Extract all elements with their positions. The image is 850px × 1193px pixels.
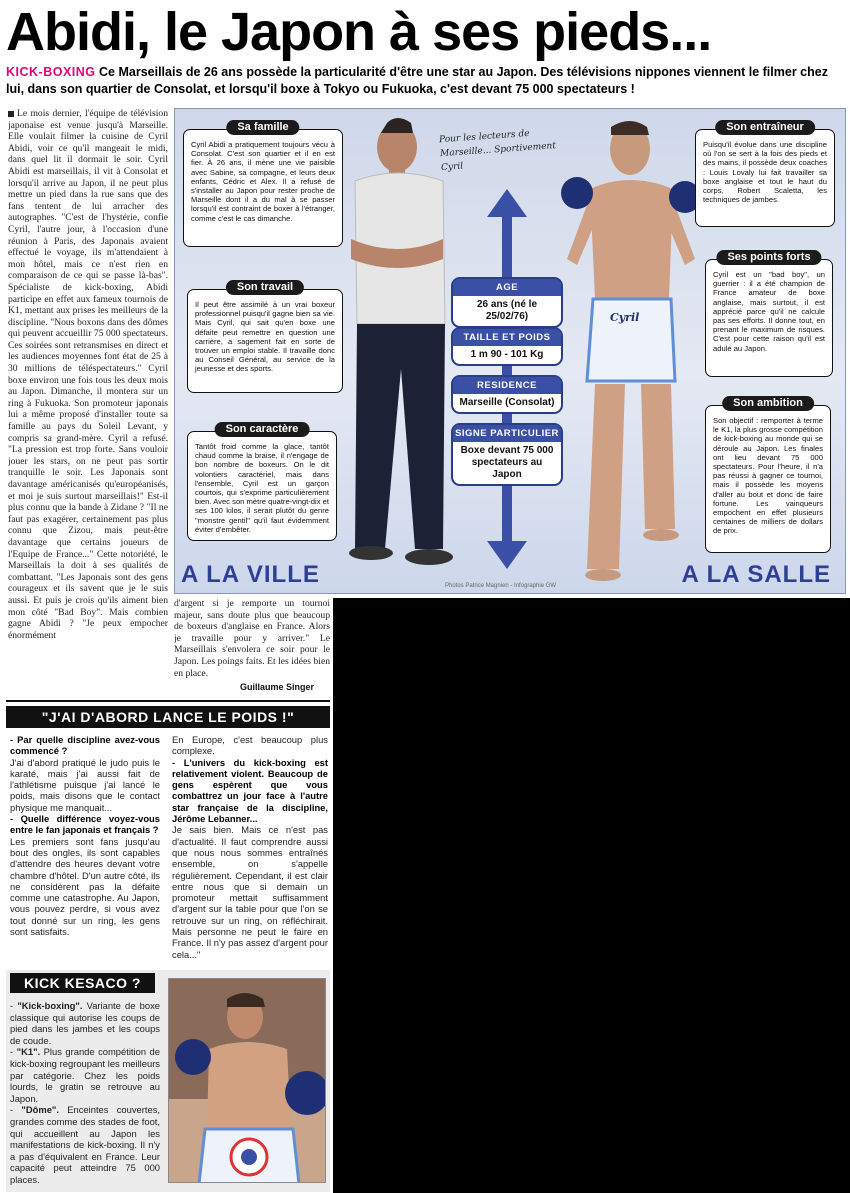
infographic bbox=[174, 108, 846, 594]
card-famille-title: Sa famille bbox=[226, 120, 299, 135]
interview-column-1 bbox=[10, 734, 160, 962]
card-travail bbox=[187, 281, 343, 393]
kesaco-term: "Dôme". bbox=[21, 1104, 59, 1116]
photo-credit: Photos Patrice Magnien - Infographie GW bbox=[445, 583, 557, 589]
kesaco-term: "K1". bbox=[16, 1046, 41, 1058]
card-famille bbox=[183, 121, 343, 247]
stat-taille-value: 1 m 90 - 101 Kg bbox=[470, 349, 544, 360]
stat-age-label: AGE bbox=[453, 279, 561, 296]
card-points-forts bbox=[705, 251, 833, 377]
stat-residence-value: Marseille (Consolat) bbox=[459, 397, 555, 408]
kesaco-def: Plus grande compétition de kick-boxing regroupant les meilleurs par catégorie. Chez les poids lourds, le gratin se retrouve au Japon. bbox=[10, 1046, 160, 1104]
lead-square-icon bbox=[8, 111, 14, 117]
shorts-name-text: Cyril bbox=[610, 311, 640, 324]
stat-taille-label: TAILLE ET POIDS bbox=[453, 329, 561, 346]
kesaco-list: - "Kick-boxing". Variante de boxe classique qui autorise les coups de pied dans les jambes et les coups de coude. - "K1". Plus grande compétition de kick-boxing regroupant les meilleurs par catégorie. Chez les poids lourds, le gratin se retrouve au Japon. - "Dôme". Enceintes couvertes, grandes comme des stades de foot, qui accueillent au Japon les manifestations de kick-boxing. Il n'y a pas d'équivalent en France. Leur capacité peut atteindre 75 000 places. bbox=[10, 1000, 160, 1185]
stat-taille bbox=[451, 327, 563, 366]
section-divider bbox=[6, 700, 330, 702]
interview-column-2 bbox=[172, 734, 328, 962]
fighter-photo bbox=[168, 978, 326, 1183]
interview-question: - L'univers du kick-boxing est relativement violent. Beaucoup de gens espèrent que vous combattrez un jour face à l'autre star française de la discipline, Jérôme Lebanner... bbox=[172, 756, 328, 825]
intro bbox=[6, 64, 842, 98]
stat-residence bbox=[451, 375, 563, 414]
autograph: Pour les lecteurs de Marseille... Sportivement Cyril bbox=[438, 128, 557, 174]
card-points-text: Cyril est un "bad boy", un guerrier : il a été champion de France amateur de boxe anglaise, mais surtout, il est apprécié parce qu'il ne calcule pas ses efforts. Il donne tout, en prenant le maximum de risques. C'est pour cette raison qu'il est adulé au Japon. bbox=[713, 270, 825, 353]
card-famille-text: Cyril Abidi a pratiquement toujours vécu à Consolat. C'est son quartier et il en est fier. À 26 ans, il mène une vie paisible avec Sabine, sa compagne, et leurs deux enfants, Cédric et Alex. Il a refusé de s'installer au Japon pour rester proche de Marseille dont il a du mal à se passer lorsqu'il est contraint de boxer à l'étranger, comme c'est le cas dimanche. bbox=[191, 140, 335, 223]
interview-question: - Quelle différence voyez-vous entre le fan japonais et français ? bbox=[10, 813, 160, 836]
stat-signe bbox=[451, 423, 563, 486]
card-caractere bbox=[187, 423, 337, 541]
city-label: A LA VILLE bbox=[181, 561, 320, 588]
card-entraineur-title: Son entraîneur bbox=[715, 120, 815, 135]
card-travail-text: Il peut être assimilé à un vrai boxeur professionnel puisqu'il gagne bien sa vie. Mais Cyril, qui sait qu'en boxe une défaite peut remettre en question une carrière, a sagement fait en sorte de trouver un emploi stable. Il travaille donc au Conseil Général, au service de la jeunesse et des sports. bbox=[195, 300, 335, 374]
article-column-1 bbox=[8, 108, 168, 698]
card-entraineur bbox=[695, 121, 835, 227]
card-travail-title: Son travail bbox=[226, 280, 304, 295]
headline: Abidi, le Japon à ses pieds... bbox=[6, 2, 712, 62]
interview-answer: En Europe, c'est beaucoup plus complexe. bbox=[172, 734, 328, 757]
kesaco-def: Variante de boxe classique qui autorise les coups de pied dans les jambes et les coups de coude. bbox=[10, 1000, 160, 1046]
byline: Guillaume Singer bbox=[240, 682, 315, 692]
card-caractere-title: Son caractère bbox=[215, 422, 310, 437]
kesaco-title: KICK KESACO ? bbox=[10, 973, 155, 993]
fighter-photo-image bbox=[169, 979, 326, 1183]
intro-text: Ce Marseillais de 26 ans possède la particularité d'être une star au Japon. Des télévisions nippones viennent le filmer chez lui, dans son quartier de Consolat, et lorsqu'il boxe à Tokyo ou Fukuoka, c'est devant 75 000 spectateurs ! bbox=[6, 65, 828, 96]
kicker: KICK-BOXING bbox=[6, 65, 96, 79]
fighter-figure bbox=[561, 121, 701, 581]
article-col1-text: Le mois dernier, l'équipe de télévision japonaise est venue jusqu'à Marseille. Elle voulait filmer la cuisine de Cyril Abidi, voir ce qu'il mangeait le midi, dans quel lit il dormait le soir. Cyril Abidi est marseillais, il vit à Consolat et lorsqu'il arrive au Japon, il ne peut plus mettre un pied dans la rue sans que des fans tentent de lui arracher des autographes. "C'est de l'hystérie, confie Cyril, l'autre jour, à l'occasion d'une réunion à Paris, des Japonais avaient effectué le voyage, ils m'attendaient à mon hôtel, mais ce n'est rien en comparaison de ce qui se passe là-bas". Spécialiste de kick-boxing, Abidi participe en effet aux fameux tournois de K1, mettant aux prises les meilleurs de la discipline. "Nous boxons dans des dômes qui peuvent accueillir 75 000 spectateurs. Ces soirées sont retransmises en direct et les audiences moyennes font état de 25 à 30 millions de téléspectateurs." Cyril boxe environ une fois tous les deux mois au Japon. Dimanche, il montera sur un ring à Fukuoka. Son promoteur japonais lui a même proposé d'installer toute sa famille au pays du Soleil Levant, y compris sa grand-mère. Cyril a refusé. "La pression est trop forte. Sans vouloir jouer les stars, on ne peut pas sortir tranquille le soir. Les Japonais sont davantage américanisés qu'européanisés, et moi je suis surtout marseillais!" Est-il plus connu que la bande à Zidane ? "Il ne faut pas exagérer, certainement pas plus connu que Zizou, mais peut-être davantage que certains joueurs de l'Equipe de France..." Cette notoriété, le Marseillais la doit à ses qualités de combattant. "Les Japonais sont des gens courageux et ils savent que je le suis aussi. Et puis je crois qu'ils aiment bien mon côté "Bad Boy". Mais combien gagne Abidi ? "Je peux empocher énormément bbox=[8, 108, 168, 641]
card-ambition-text: Son objectif : remporter à terme le K1, la plus grosse compétition de kick-boxing au monde qui se déroule au Japon. Les finales ont lieu devant 75 000 spectateurs. Pour l'heure, il n'a pas réussi à gagner ce tournoi, mais il possède les moyens d'aller au bout et donc de faire fortune. Les vainqueurs empochent en effet plusieurs centaines de milliers de dollars de prix. bbox=[713, 416, 823, 536]
interview-answer: Les premiers sont fans jusqu'au bout des ongles, ils sont capables d'attendre des heures devant votre chambre d'hôtel. D'un autre côté, ils ne considèrent pas la défaite comme une catastrophe. Au Japon, vous pouvez perdre, si vous avez tout donné sur un ring, les gens sont satisfaits. bbox=[10, 835, 160, 938]
stat-age bbox=[451, 277, 563, 328]
kesaco-term: "Kick-boxing". bbox=[17, 1000, 83, 1011]
card-points-title: Ses points forts bbox=[716, 250, 821, 265]
city-man-figure bbox=[349, 118, 453, 565]
card-ambition bbox=[705, 397, 831, 553]
card-entraineur-text: Puisqu'il évolue dans une discipline où l'on se sert à la fois des pieds et des mains, il possède deux coaches : Louis Lovaly lui fait travailler sa boxe anglaise et tout le haut du corps, Robert Scaletta, les techniques de jambes. bbox=[703, 140, 827, 205]
interview-answer: Je sais bien. Mais ce n'est pas d'actualité. Il faut comprendre aussi que nous nous sommes entraînés ensemble, on s'appelle régulièrement. Cependant, il est clair entre nous que si demain un promoteur mettait suffisamment d'argent sur la table pour que l'on se retrouve sur un ring, on réfléchirait. Mais personne ne peut le faire en France. Il n'y pas assez d'argent pour cela..." bbox=[172, 824, 328, 960]
interview-title: "J'AI D'ABORD LANCE LE POIDS !" bbox=[6, 706, 330, 728]
interview-answer: J'ai d'abord pratiqué le judo puis le karaté, mais j'ai aussi fait de l'athlétisme puisque j'ai lancé le poids, mais disons que le contact physique me manquait... bbox=[10, 756, 160, 813]
kesaco-def: Enceintes couvertes, grandes comme des stades de foot, qui accueillent au Japon les manifestations de kick-boxing. Il n'y a pas d'équivalent en France. Leur capacité peut atteindre 75 000 places. bbox=[10, 1104, 160, 1185]
article-column-2: d'argent si je remporte un tournoi majeur, sans doute plus que beaucoup de boxeurs d'anglaise en France. Alors je travaille pour y arriver." Le Marseillais s'envolera ce soir pour le Japon. Les poings faits. Et les idées bien en place. bbox=[174, 598, 330, 679]
gym-label: A LA SALLE bbox=[681, 561, 831, 588]
stat-signe-label: SIGNE PARTICULIER bbox=[453, 425, 561, 442]
card-ambition-title: Son ambition bbox=[722, 396, 814, 411]
stat-age-value: 26 ans (né le 25/02/76) bbox=[476, 299, 538, 322]
card-caractere-text: Tantôt froid comme la glace, tantôt chaud comme la braise, il n'engage de bon nombre de boxeurs. On le dit volontiers caractériel, mais dans l'ensemble, Cyril est un garçon courtois, qui s'exprime particulièrement bien. Avec son mètre quatre-vingt-dix et ses 100 kilos, il serait plutôt du genre "monstre gentil" qu'il faut évidemment éviter d'embêter. bbox=[195, 442, 329, 534]
stat-signe-value: Boxe devant 75 000 spectateurs au Japon bbox=[460, 445, 554, 480]
stat-residence-label: RESIDENCE bbox=[453, 377, 561, 394]
interview-question: - Par quelle discipline avez-vous commencé ? bbox=[10, 734, 160, 757]
blank-area bbox=[333, 598, 850, 1193]
